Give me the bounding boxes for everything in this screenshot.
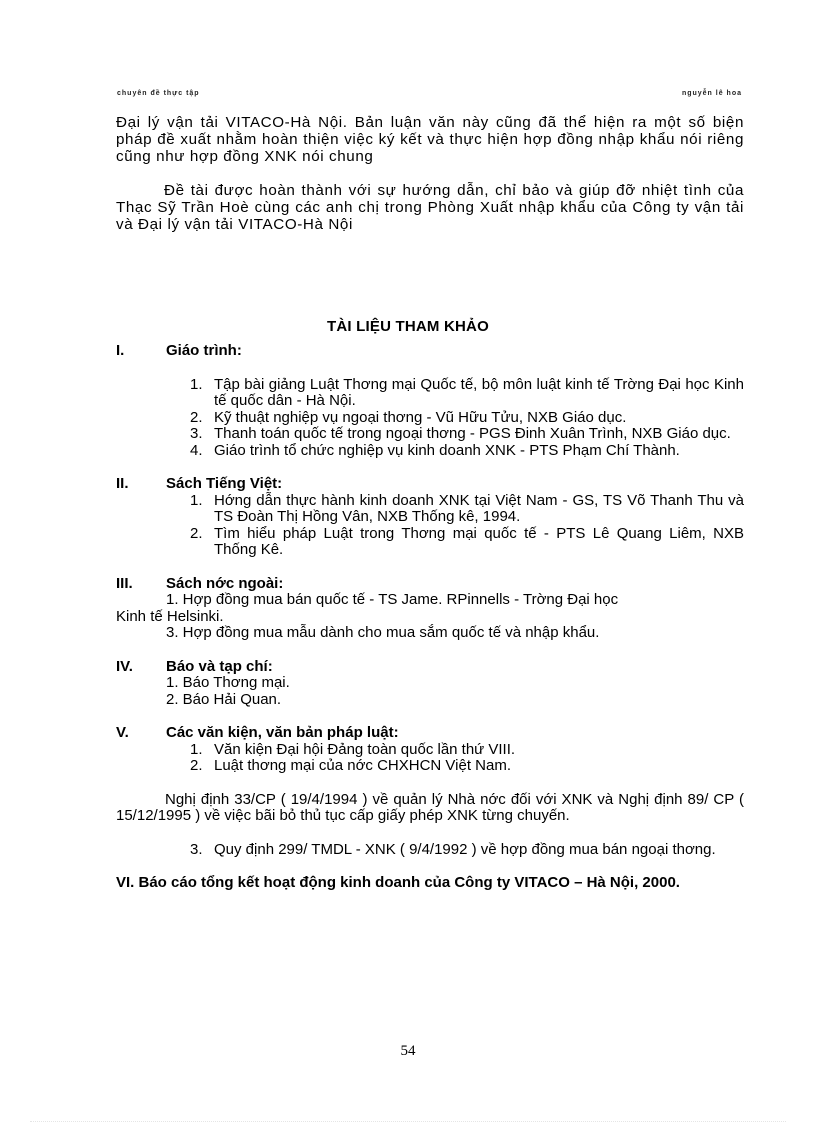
page-number: 54 (400, 1043, 416, 1059)
references-list (116, 343, 744, 892)
section-number: I. (116, 342, 125, 359)
references-title: TÀI LIỆU THAM KHẢO (327, 318, 489, 335)
section-heading: Sách Tiếng Việt: (166, 475, 283, 492)
section-number: IV. (116, 657, 133, 675)
running-header-right: nguyễn lê hoa (681, 90, 742, 97)
legal-documents-list-cont (116, 842, 744, 859)
foreign-book-item-1: 1. Hợp đồng mua bán quốc tế - TS Jame. RPinnells - Trờng Đại học Kinh tế Helsinki. (116, 591, 619, 625)
section-report: VI. Báo cáo tổng kết hoạt động kinh doanh của Công ty VITACO – Hà Nội, 2000. (116, 874, 680, 891)
list-item: 2. Kỹ thuật nghiệp vụ ngoại thơng - Vũ Hữu Tửu, NXB Giáo dục. (190, 408, 627, 426)
running-header-left: chuyên đề thực tập (117, 90, 200, 97)
section-number: II. (116, 475, 129, 492)
section-heading-legal-documents (116, 725, 744, 742)
list-item: 1. Tập bài giảng Luật Thơng mại Quốc tế, bộ môn luật kinh tế Trờng Đại học Kinh tế quốc dân - Hà Nội. (190, 375, 744, 409)
header-divider (117, 100, 742, 101)
section-heading-vietnamese-books (116, 476, 744, 493)
intro-text (116, 114, 744, 233)
list-item: 2. Báo Hải Quan. (166, 690, 282, 708)
section-heading-newspapers (116, 659, 744, 676)
section-number: V. (116, 724, 129, 741)
section-heading-foreign-books (116, 576, 744, 593)
section-heading: Giáo trình: (166, 342, 242, 359)
section-heading: Báo và tạp chí: (166, 657, 273, 675)
list-item: 3. Quy định 299/ TMDL - XNK ( 9/4/1992 ) về hợp đồng mua bán ngoại thơng. (190, 840, 716, 858)
intro-paragraph-1: Đại lý vận tải VITACO-Hà Nội. Bản luận văn này cũng đã thể hiện ra một số biện pháp đề xuất nhằm hoàn thiện việc ký kết và thực hiện hợp đồng nhập khẩu nói riêng cũng như hợp đồng XNK nói chung (116, 114, 744, 165)
textbook-list (116, 377, 744, 460)
list-item: 1. Văn kiện Đại hội Đảng toàn quốc lần thứ VIII. (190, 740, 516, 758)
intro-paragraph-2: Đề tài được hoàn thành với sự hướng dẫn, chỉ bảo và giúp đỡ nhiệt tình của Thạc Sỹ Trần Hoè cùng các anh chị trong Phòng Xuất nhập khẩu của Công ty vận tải và Đại lý vận tải VITACO-Hà Nội (116, 182, 744, 233)
list-item: 2. Luật thơng mại của nớc CHXHCN Việt Nam. (190, 757, 512, 774)
foreign-book-item-3: 3. Hợp đồng mua mẫu dành cho mua sắm quốc tế và nhập khẩu. (166, 624, 600, 641)
legal-documents-list (116, 742, 744, 775)
section-heading: Sách nớc ngoài: (166, 574, 284, 592)
page-bottom-border (30, 1121, 786, 1122)
section-number: III. (116, 574, 133, 592)
decree-paragraph: Nghị định 33/CP ( 19/4/1994 ) về quản lý Nhà nớc đối với XNK và Nghị định 89/ CP ( 15/12/1995 ) về việc bãi bỏ thủ tục cấp giấy phép XNK từng chuyến. (116, 790, 744, 824)
list-item: 4. Giáo trình tổ chức nghiệp vụ kinh doanh XNK - PTS Phạm Chí Thành. (190, 441, 680, 459)
section-heading-textbooks (116, 343, 744, 360)
vietnamese-books-list (116, 493, 744, 559)
section-heading: Các văn kiện, văn bản pháp luật: (166, 724, 399, 741)
list-item: 3. Thanh toán quốc tế trong ngoại thơng - PGS Đinh Xuân Trình, NXB Giáo dục. (190, 425, 731, 442)
list-item: 1. Hớng dẫn thực hành kinh doanh XNK tại Việt Nam - GS, TS Võ Thanh Thu và TS Đoàn Thị Hồng Vân, NXB Thống kê, 1994. (190, 491, 744, 525)
list-item: 1. Báo Thơng mại. (166, 674, 290, 691)
list-item: 2. Tìm hiểu pháp Luật trong Thơng mại quốc tế - PTS Lê Quang Liêm, NXB Thống Kê. (190, 524, 744, 558)
